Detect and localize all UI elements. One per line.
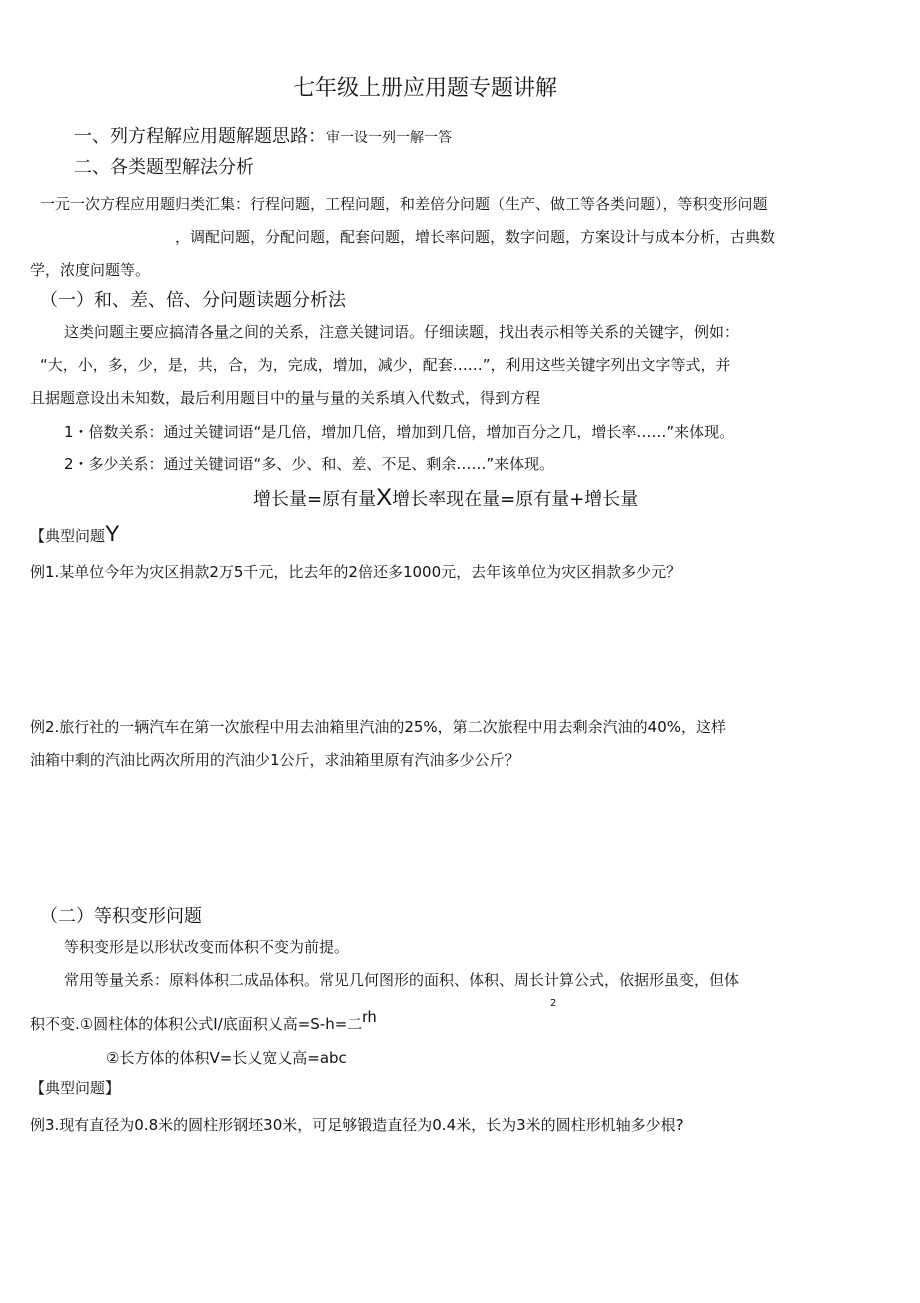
- example-3: 例3.现有直径为0.8米的圆柱形钢坯30米，可足够锻造直径为0.4米，长为3米的圆柱形机轴多少根?: [30, 1116, 684, 1134]
- cylinder-formula-text: 积不变.①圆柱体的体积公式I/底面积乂高=S-h=二: [30, 1015, 363, 1033]
- list-item-quantity-relation: 2・多少关系：通过关键词语“多、少、和、差、不足、剩余……”来体现。: [64, 455, 555, 473]
- part-2-para-2: 常用等量关系：原料体积二成品体积。常见几何图形的面积、体积、周长计算公式，依据形虽变，但体: [64, 971, 740, 989]
- typical-problems-label-2: 【典型问题】: [30, 1079, 121, 1097]
- part-1-para-3: 且据题意设出未知数，最后利用题目中的量与量的关系填入代数式，得到方程: [30, 389, 541, 407]
- formula-part-b: 增长率现在量=原有量+增长量: [392, 489, 639, 510]
- cuboid-volume-formula: ②长方体的体积V=长乂宽乂高=abc: [106, 1049, 347, 1067]
- formula-part-a: 增长量=原有量: [253, 489, 377, 510]
- section-1-steps: 审一设一列一解一答: [326, 130, 452, 146]
- summary-line-3: 学，浓度问题等。: [30, 261, 151, 279]
- summary-line-1: 一元一次方程应用题归类汇集：行程问题，工程问题，和差倍分问题（生产、做工等各类问题），等积变形问题: [40, 195, 768, 213]
- example-2-line-2: 油箱中剩的汽油比两次所用的汽油少1公斤，求油箱里原有汽油多少公斤？: [30, 751, 520, 769]
- section-1-label: 一、列方程解应用题解题思路：: [74, 126, 326, 147]
- section-2-heading: 二、各类题型解法分析: [74, 157, 254, 178]
- part-1-heading: （一）和、差、倍、分问题读题分析法: [40, 290, 346, 311]
- section-1-heading: [74, 125, 452, 150]
- example-2-line-1: 例2.旅行社的一辆汽车在第一次旅程中用去油箱里汽油的25%，第二次旅程中用去剩余汽油的40%，这样: [30, 718, 726, 736]
- typical-label-y: Y: [105, 521, 120, 546]
- cylinder-formula-rh: rh: [362, 1009, 377, 1026]
- typical-label-text: 【典型问题: [30, 527, 106, 545]
- list-item-multiple-relation: 1・倍数关系：通过关键词语“是几倍，增加几倍，增加到几倍，增加百分之几，增长率……”来体现。: [64, 423, 735, 441]
- part-2-para-1: 等积变形是以形状改变而体积不变为前提。: [64, 938, 350, 956]
- part-2-heading: （二）等积变形问题: [40, 906, 202, 927]
- part-1-para-2: “大，小，多，少，是，共，合，为，完成，增加，减少，配套……”，利用这些关键字列出文字等式，并: [40, 356, 731, 374]
- example-1: 例1.某单位今年为灾区捐款2万5千元，比去年的2倍还多1000元，去年该单位为灾区捐款多少元？: [30, 563, 682, 581]
- cylinder-volume-formula: [30, 1009, 377, 1035]
- page-title: 七年级上册应用题专题讲解: [293, 76, 558, 101]
- superscript-2: 2: [550, 998, 557, 1009]
- summary-line-2: ，调配问题，分配问题，配套问题，增长率问题，数字问题，方案设计与成本分析，古典数: [175, 228, 776, 246]
- part-1-para-1: 这类问题主要应搞清各量之间的关系，注意关键词语。仔细读题，找出表示相等关系的关键字，例如：: [64, 323, 740, 341]
- typical-problems-label-1: [30, 521, 120, 546]
- growth-formula: [253, 486, 638, 512]
- formula-times-sign: X: [376, 484, 393, 511]
